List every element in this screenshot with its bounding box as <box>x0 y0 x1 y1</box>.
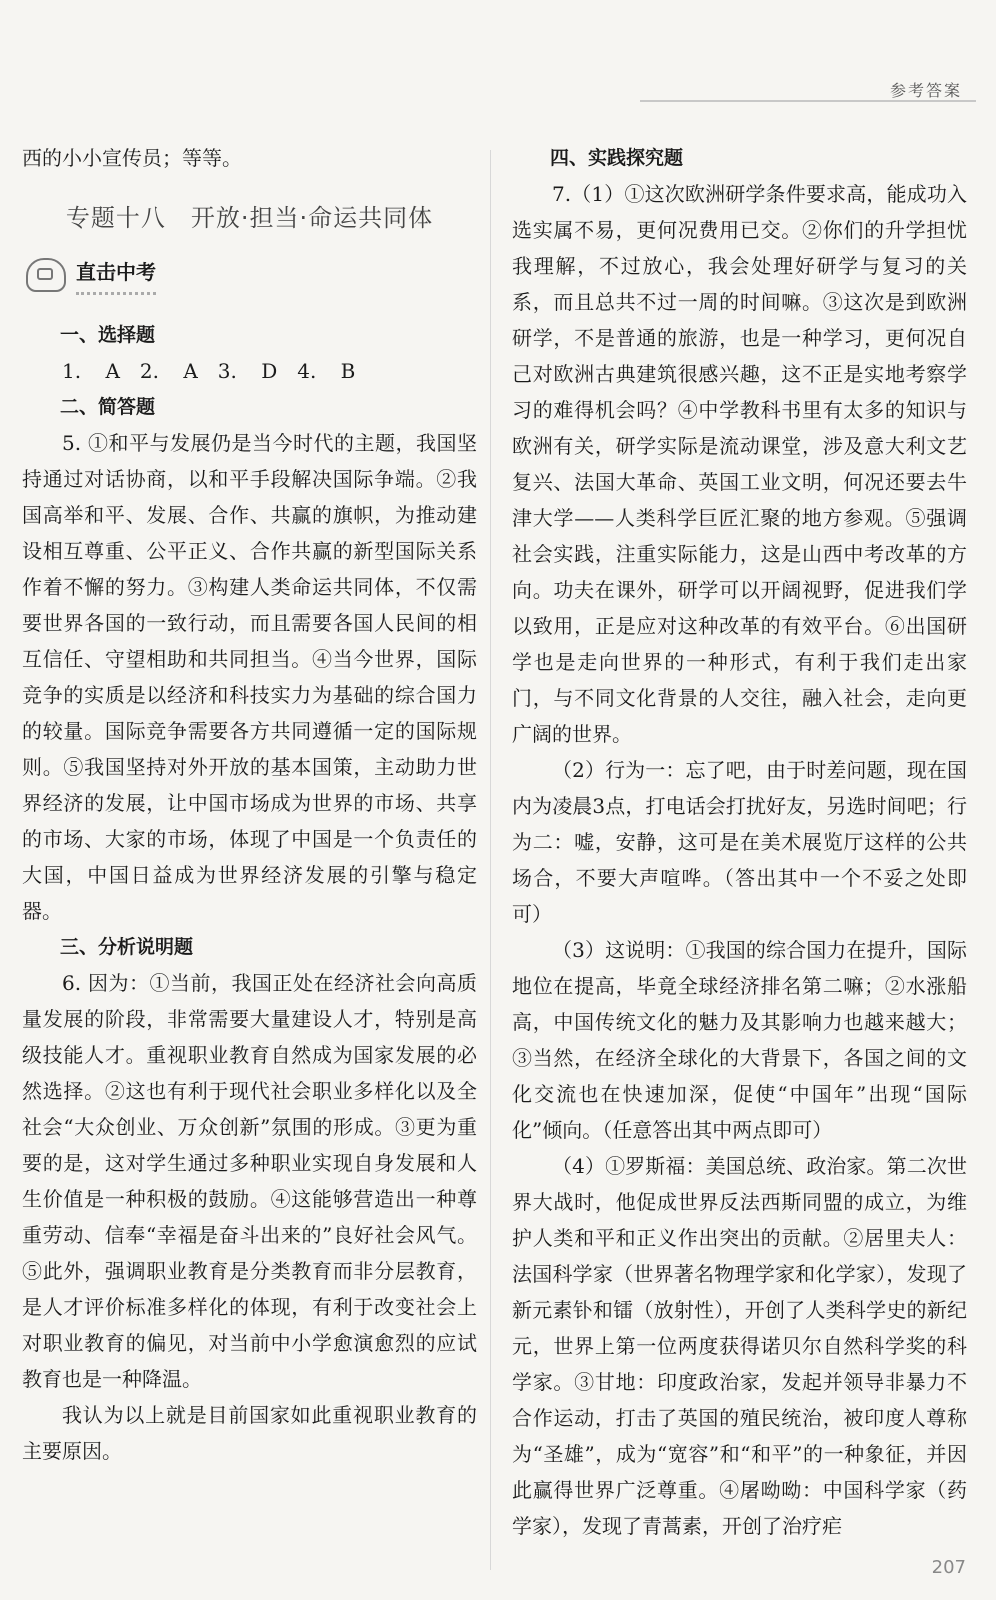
column-divider <box>490 150 491 1570</box>
answer-7-3: （3）这说明：①我国的综合国力在提升，国际地位在提高，毕竟全球经济排名第二嘛；②水涨船高，中国传统文化的魅力及其影响力也越来越大；③当然，在经济全球化的大背景下，各国之间的文化交流也在快速加深，促使“中国年”出现“国际化”倾向。（任意答出其中两点即可） <box>512 938 967 1142</box>
section-tab: 参考答案 <box>889 81 962 100</box>
answer-5: 5. ①和平与发展仍是当今时代的主题，我国坚持通过对话协商，以和平手段解决国际争端。②我国高举和平、发展、合作、共赢的旗帜，为推动建设相互尊重、公平正义、合作共赢的新型国际关系作着不懈的努力。③构建人类命运共同体，不仅需要世界各国的一致行动，而且需要各国人民间的相互信任、守望相助和共同担当。④当今世界，国际竞争的实质是以经济和科技实力为基础的综合国力的较量。国际竞争需要各方共同遵循一定的国际规则。⑤我国坚持对外开放的基本国策，主动助力世界经济的发展，让中国市场成为世界的市场、共享的市场、大家的市场，体现了中国是一个负责任的大国，中国日益成为世界经济发展的引擎与稳定器。 <box>22 431 477 923</box>
tv-icon <box>26 258 66 292</box>
section-banner-label: 直击中考 <box>76 254 156 295</box>
section-banner <box>26 254 477 295</box>
page-number: 207 <box>931 1557 966 1578</box>
answer-6: 6. 因为：①当前，我国正处在经济社会向高质量发展的阶段，非常需要大量建设人才，特别是高级技能人才。重视职业教育自然成为国家发展的必然选择。②这也有利于现代社会职业多样化以及全社会“大众创业、万众创新”氛围的形成。③更为重要的是，这对学生通过多种职业实现自身发展和人生价值是一种积极的鼓励。④这能够营造出一种尊重劳动、信奉“幸福是奋斗出来的”良好社会风气。⑤此外，强调职业教育是分类教育而非分层教育，是人才评价标准多样化的体现，有利于改变社会上对职业教育的偏见，对当前中小学愈演愈烈的应试教育也是一种降温。 <box>22 971 477 1391</box>
right-column <box>512 140 967 1544</box>
topic-title: 专题十八 开放·担当·命运共同体 <box>65 204 434 232</box>
heading-short-answer: 二、简答题 <box>60 396 156 418</box>
heading-choice: 一、选择题 <box>60 324 156 346</box>
continued-text: 西的小小宣传员；等等。 <box>22 146 242 170</box>
choice-answers: 1. A 2. A 3. D 4. B <box>62 359 356 383</box>
answer-7-2: （2）行为一：忘了吧，由于时差问题，现在国内为凌晨3点，打电话会打扰好友，另选时间吧；行为二：嘘，安静，这可是在美术展览厅这样的公共场合，不要大声喧哗。（答出其中一个不妥之处即可） <box>512 758 967 926</box>
heading-analysis: 三、分析说明题 <box>60 936 194 958</box>
answer-7-1: 7.（1）①这次欧洲研学条件要求高，能成功入选实属不易，更何况费用已交。②你们的升学担忧我理解，不过放心，我会处理好研学与复习的关系，而且总共不过一周的时间嘛。③这次是到欧洲研学，不是普通的旅游，也是一种学习，更何况自己对欧洲古典建筑很感兴趣，这不正是实地考察学习的难得机会吗？④中学教科书里有太多的知识与欧洲有关，研学实际是流动课堂，涉及意大利文艺复兴、法国大革命、英国工业文明，何况还要去牛津大学——人类科学巨匠汇聚的地方参观。⑤强调社会实践，注重实际能力，这是山西中考改革的方向。功夫在课外，研学可以开阔视野，促进我们学以致用，正是应对这种改革的有效平台。⑥出国研学也是走向世界的一种形式，有利于我们走出家门，与不同文化背景的人交往，融入社会，走向更广阔的世界。 <box>512 182 967 746</box>
answer-6-conclusion: 我认为以上就是目前国家如此重视职业教育的主要原因。 <box>22 1403 477 1463</box>
left-column <box>22 140 477 1469</box>
heading-practice: 四、实践探究题 <box>550 147 684 169</box>
answer-7-4: （4）①罗斯福：美国总统、政治家。第二次世界大战时，他促成世界反法西斯同盟的成立，为维护人类和平和正义作出突出的贡献。②居里夫人：法国科学家（世界著名物理学家和化学家），发现了新元素钋和镭（放射性），开创了人类科学史的新纪元，世界上第一位两度获得诺贝尔自然科学奖的科学家。③甘地：印度政治家，发起并领导非暴力不合作运动，打击了英国的殖民统治，被印度人尊称为“圣雄”，成为“宽容”和“和平”的一种象征，并因此赢得世界广泛尊重。④屠呦呦：中国科学家（药学家），发现了青蒿素，开创了治疗疟 <box>512 1154 967 1538</box>
